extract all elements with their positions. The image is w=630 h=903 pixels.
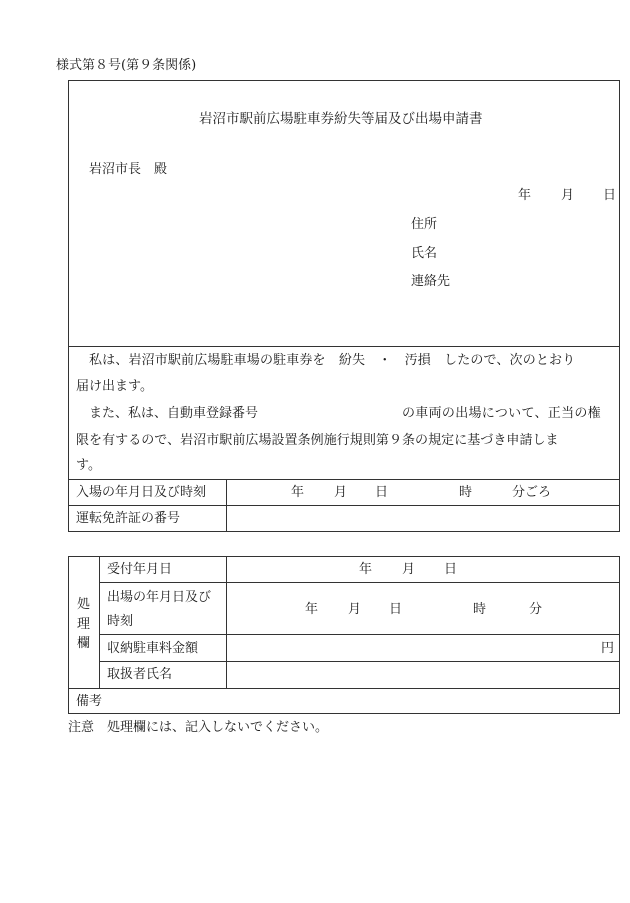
processing-box xyxy=(68,556,620,714)
exit-row-divider xyxy=(99,634,620,635)
entry-datetime-label: 入場の年月日及び時刻 xyxy=(76,485,207,500)
processing-value-divider xyxy=(226,556,227,688)
addressee: 岩沼市長 殿 xyxy=(89,162,168,177)
parking-fee-label: 収納駐車料金額 xyxy=(107,641,199,656)
entry-day-label: 日 xyxy=(375,485,389,500)
statement-line-4: 限を有するので、岩沼市駅前広場設置条例施行規則第９条の規定に基づき申請しま xyxy=(76,433,559,448)
statement-line-5: す。 xyxy=(76,458,101,473)
entry-row-divider xyxy=(68,505,620,506)
remarks-row-divider xyxy=(68,688,620,689)
date-year-label: 年 xyxy=(518,188,532,203)
form-title: 岩沼市駅前広場駐車券紛失等届及び出場申請書 xyxy=(199,111,483,127)
receipt-row-divider xyxy=(99,582,620,583)
form-note: 注意 処理欄には、記入しないでください。 xyxy=(68,720,329,735)
fee-row-divider xyxy=(99,661,620,662)
entry-year-label: 年 xyxy=(291,485,305,500)
exit-year-label: 年 xyxy=(305,602,319,617)
receipt-year-label: 年 xyxy=(359,562,373,577)
date-day-label: 日 xyxy=(603,188,617,203)
form-number: 様式第８号(第９条関係) xyxy=(56,58,197,73)
exit-minute-label: 分 xyxy=(529,602,543,617)
remarks-label: 備考 xyxy=(76,694,103,709)
exit-month-label: 月 xyxy=(348,602,362,617)
parking-fee-unit: 円 xyxy=(601,641,615,656)
exit-datetime-label-line-2: 時刻 xyxy=(107,614,134,629)
statement-line-1: 私は、岩沼市駅前広場駐車場の駐車券を 紛失 ・ 汚損 したので、次のとおり xyxy=(89,353,576,368)
statement-line-3a: また、私は、自動車登録番号 xyxy=(89,406,259,421)
entry-month-label: 月 xyxy=(334,485,348,500)
statement-section-divider xyxy=(68,479,620,480)
processing-side-divider xyxy=(99,556,100,688)
handler-name-label: 取扱者氏名 xyxy=(107,667,173,682)
receipt-date-label: 受付年月日 xyxy=(107,562,173,577)
date-month-label: 月 xyxy=(561,188,575,203)
entry-hour-label: 時 xyxy=(459,485,473,500)
receipt-day-label: 日 xyxy=(444,562,458,577)
label-column-divider xyxy=(226,479,227,532)
applicant-contact-label: 連絡先 xyxy=(411,274,451,289)
statement-line-3b: の車両の出場について、正当の権 xyxy=(402,406,601,421)
processing-section-char-3: 欄 xyxy=(77,636,91,651)
application-form-box xyxy=(68,80,620,532)
header-section-divider xyxy=(68,346,620,347)
applicant-name-label: 氏名 xyxy=(411,246,438,261)
statement-line-2: 届け出ます。 xyxy=(76,379,153,394)
processing-section-char-2: 理 xyxy=(77,617,91,632)
exit-day-label: 日 xyxy=(389,602,403,617)
license-number-label: 運転免許証の番号 xyxy=(76,511,181,526)
receipt-month-label: 月 xyxy=(402,562,416,577)
exit-hour-label: 時 xyxy=(473,602,487,617)
exit-datetime-label-line-1: 出場の年月日及び xyxy=(107,590,212,605)
processing-section-char-1: 処 xyxy=(77,597,91,612)
applicant-address-label: 住所 xyxy=(411,217,438,232)
entry-minute-label: 分ごろ xyxy=(512,485,552,500)
